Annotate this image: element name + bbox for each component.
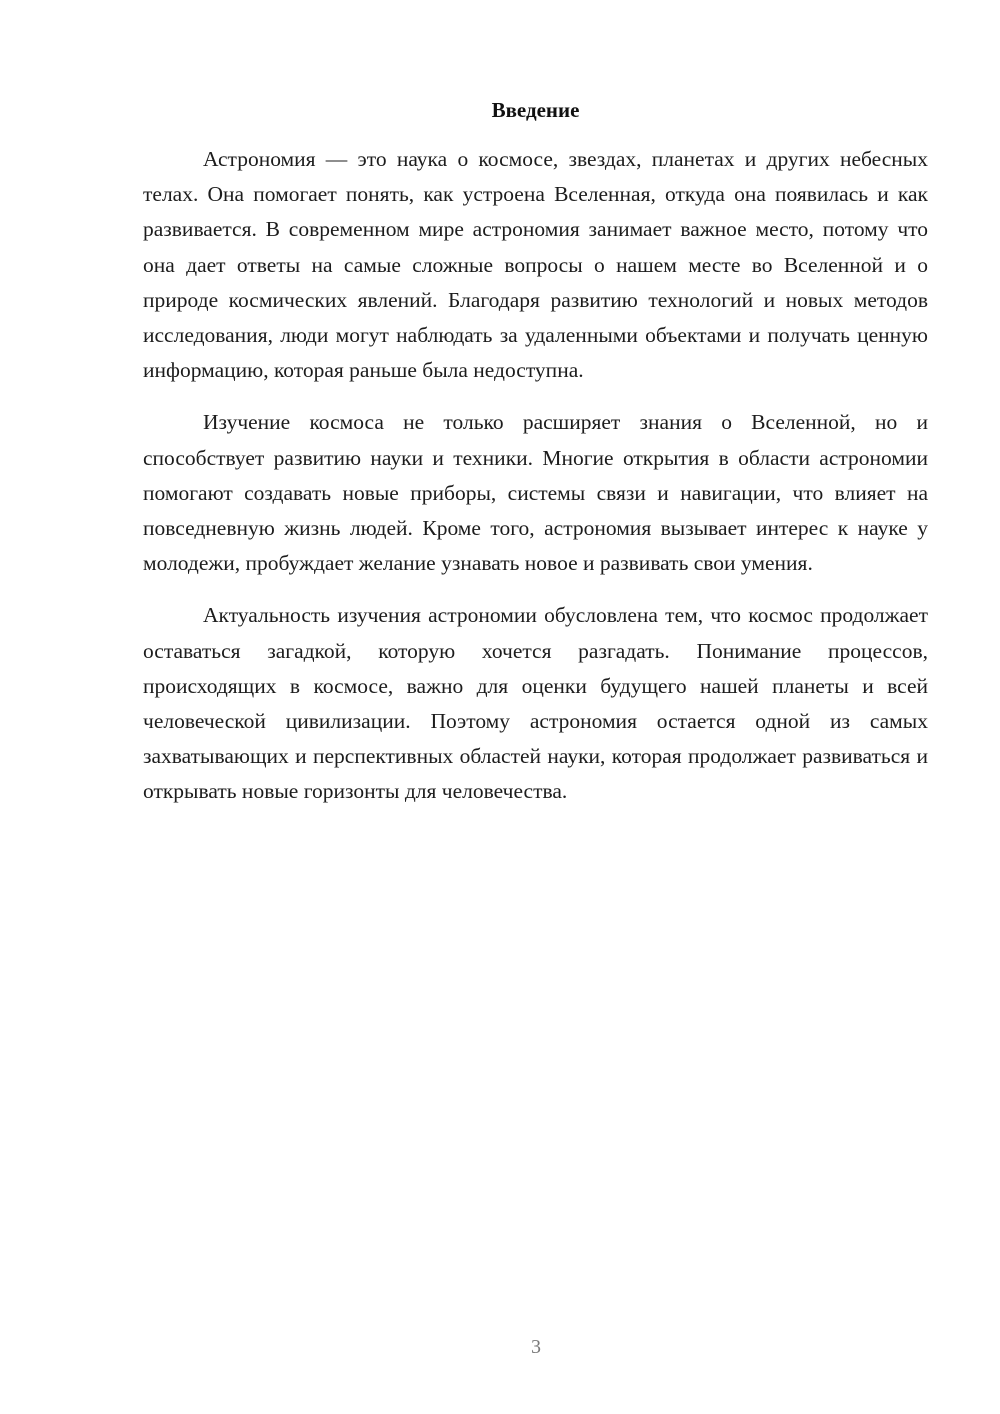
- page-number: 3: [531, 1336, 541, 1358]
- paragraph-3: Актуальность изучения астрономии обусловлена тем, что космос продолжает оставаться загадкой, которую хочется разгадать. Понимание процессов, происходящих в космосе, важно для оценки будущего нашей планеты и всей человеческой цивилизации. Поэтому астрономия остается одной из самых захватывающих и перспективных областей науки, которая продолжает развиваться и открывать новые горизонты для человечества.: [143, 603, 928, 804]
- section-heading: Введение: [491, 98, 580, 122]
- page-content: [143, 94, 928, 827]
- paragraph-1: Астрономия — это наука о космосе, звездах, планетах и других небесных телах. Она помогает понять, как устроена Вселенная, откуда она появилась и как развивается. В современном мире астрономия занимает важное место, потому что она дает ответы на самые сложные вопросы о нашем месте во Вселенной и о природе космических явлений. Благодаря развитию технологий и новых методов исследования, люди могут наблюдать за удаленными объектами и получать ценную информацию, которая раньше была недоступна.: [143, 147, 928, 383]
- paragraph-2: Изучение космоса не только расширяет знания о Вселенной, но и способствует развитию науки и техники. Многие открытия в области астрономии помогают создавать новые приборы, системы связи и навигации, что влияет на повседневную жизнь людей. Кроме того, астрономия вызывает интерес к науке у молодежи, пробуждает желание узнавать новое и развивать свои умения.: [143, 410, 928, 576]
